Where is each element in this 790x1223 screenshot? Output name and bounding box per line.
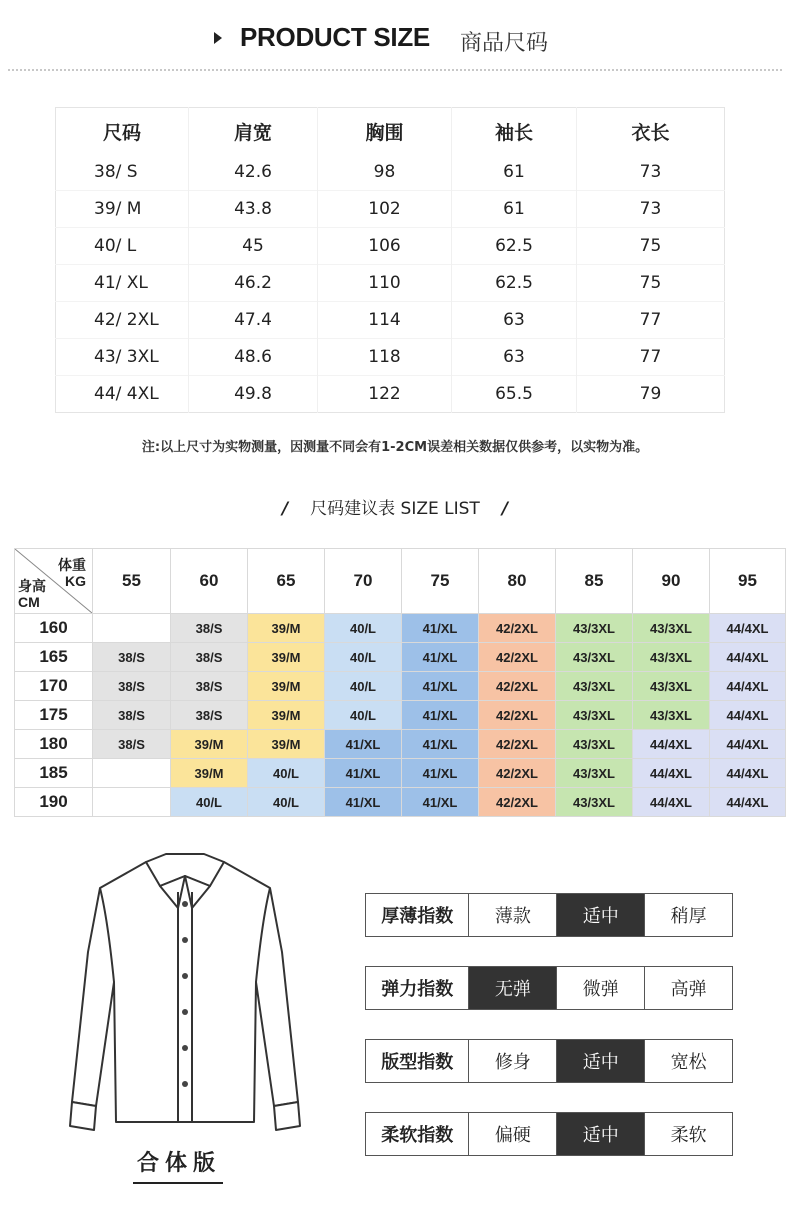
size-suggestion-cell: 39/M [248,730,325,759]
column-header: 袖长 [452,108,577,155]
size-suggestion-cell: 44/4XL [710,701,786,730]
size-suggestion-cell: 43/3XL [556,614,633,643]
index-row [365,966,733,1010]
measure-cell: 118 [318,339,452,376]
size-suggestion-cell: 44/4XL [710,788,786,817]
size-suggestion-cell: 41/XL [325,759,402,788]
measure-cell: 62.5 [452,265,577,302]
weight-header: 55 [93,549,171,614]
size-suggestion-cell: 43/3XL [556,672,633,701]
size-suggestion-cell: 44/4XL [710,614,786,643]
measure-cell: 98 [318,154,452,191]
index-label: 版型指数 [381,1052,454,1073]
size-suggestion-cell: 38/S [171,614,248,643]
size-suggestion-cell: 44/4XL [710,643,786,672]
measure-cell: 73 [577,191,725,228]
weight-header-row [15,549,786,614]
weight-header: 75 [402,549,479,614]
index-option-selected: 无弹 [468,967,556,1009]
size-suggestion-cell: 43/3XL [556,730,633,759]
size-suggestion-cell: 44/4XL [710,672,786,701]
size-suggestion-cell: 44/4XL [633,759,710,788]
size-cell: 43/ 3XL [56,339,189,376]
size-cell: 42/ 2XL [56,302,189,339]
index-option: 偏硬 [468,1113,556,1155]
size-suggestion-cell: 42/2XL [479,730,556,759]
height-header: 185 [15,759,93,788]
fit-type-label: 合体版 [137,1151,222,1176]
index-row [365,1039,733,1083]
fit-label-underline [133,1182,223,1184]
table-row [56,191,725,228]
size-suggestion-cell: 42/2XL [479,759,556,788]
size-suggestion-cell: 38/S [93,701,171,730]
size-cell: 44/ 4XL [56,376,189,413]
size-suggestion-cell: 43/3XL [633,614,710,643]
size-suggestion-cell [93,788,171,817]
column-header: 尺码 [102,121,141,144]
size-cell: 38/ S [94,162,138,182]
size-suggestion-cell: 41/XL [325,730,402,759]
index-label: 弹力指数 [381,979,454,1000]
index-row [365,893,733,937]
shirt-illustration [60,852,310,1152]
measurement-note: 注:以上尺寸为实物测量，因测量不同会有1-2CM误差相关数据仅供参考，以实物为准。 [141,440,649,455]
weight-header: 85 [556,549,633,614]
size-cell: 39/ M [56,191,189,228]
size-suggestion-cell: 40/L [248,759,325,788]
table-row [15,614,786,643]
measure-cell: 46.2 [189,265,318,302]
size-suggestion-cell: 42/2XL [479,701,556,730]
measure-cell: 106 [318,228,452,265]
size-suggestion-cell: 43/3XL [556,759,633,788]
size-suggestion-cell: 40/L [325,643,402,672]
size-suggestion-cell: 38/S [93,730,171,759]
height-header: 165 [15,643,93,672]
size-suggestion-cell: 39/M [248,672,325,701]
size-suggestion-cell: 38/S [171,701,248,730]
size-suggestion-cell: 39/M [248,701,325,730]
table-row [15,759,786,788]
size-suggestion-cell: 39/M [248,643,325,672]
size-suggestion-cell: 38/S [171,643,248,672]
height-header: 170 [15,672,93,701]
product-size-table [55,107,725,413]
index-option: 薄款 [468,894,556,936]
column-header: 衣长 [577,108,725,155]
header-title-en: PRODUCT SIZE [240,22,430,52]
measure-cell: 77 [577,302,725,339]
table-row [56,302,725,339]
measure-cell: 63 [452,302,577,339]
index-option: 高弹 [644,967,732,1009]
measure-cell: 102 [318,191,452,228]
dotted-divider [8,69,782,71]
measure-cell: 61 [452,191,577,228]
measure-cell: 42.6 [189,154,318,191]
table-row [15,730,786,759]
measure-cell: 49.8 [189,376,318,413]
section-header [0,18,790,62]
size-list-title: 尺码建议表 SIZE LIST [310,499,480,519]
column-header: 胸围 [318,108,452,155]
index-option-selected: 适中 [556,1040,644,1082]
size-suggestion-cell: 41/XL [402,730,479,759]
weight-header: 95 [710,549,786,614]
weight-header: 65 [248,549,325,614]
size-cell: 41/ XL [56,265,189,302]
size-suggestion-cell: 38/S [93,643,171,672]
table-row [56,265,725,302]
size-suggestion-cell [93,614,171,643]
index-row [365,1112,733,1156]
weight-header: 90 [633,549,710,614]
size-suggestion-cell: 41/XL [402,788,479,817]
measure-cell: 79 [577,376,725,413]
size-suggestion-cell: 40/L [325,614,402,643]
height-header: 180 [15,730,93,759]
size-suggestion-cell: 39/M [171,730,248,759]
size-suggestion-cell: 41/XL [402,759,479,788]
table-row [15,788,786,817]
measure-cell: 61 [452,154,577,191]
table-header-row [56,108,725,155]
measure-cell: 47.4 [189,302,318,339]
table-row [15,643,786,672]
table-row [56,339,725,376]
table-row [56,228,725,265]
table-row [15,701,786,730]
table-row [56,376,725,413]
size-suggestion-cell: 40/L [325,701,402,730]
size-suggestion-cell: 41/XL [402,701,479,730]
measure-cell: 75 [577,228,725,265]
size-suggestion-cell: 40/L [171,788,248,817]
size-suggestion-cell: 44/4XL [633,788,710,817]
weight-header: 80 [479,549,556,614]
size-suggestion-cell: 43/3XL [556,788,633,817]
weight-header: 70 [325,549,402,614]
size-suggestion-cell: 39/M [248,614,325,643]
size-suggestion-cell: 38/S [171,672,248,701]
table-corner [15,549,93,614]
table-row [15,672,786,701]
index-label: 柔软指数 [381,1125,454,1146]
height-header: 160 [15,614,93,643]
size-suggestion-cell: 42/2XL [479,788,556,817]
measure-cell: 63 [452,339,577,376]
size-suggestion-cell: 42/2XL [479,672,556,701]
measure-cell: 43.8 [189,191,318,228]
size-suggestion-cell: 43/3XL [633,672,710,701]
height-header: 190 [15,788,93,817]
triangle-icon [214,32,222,44]
size-suggestion-cell: 41/XL [402,614,479,643]
measure-cell: 122 [318,376,452,413]
measure-cell: 45 [189,228,318,265]
size-suggestion-cell: 41/XL [325,788,402,817]
weight-header: 60 [171,549,248,614]
measure-cell: 114 [318,302,452,339]
column-header: 肩宽 [189,108,318,155]
size-suggestion-cell: 38/S [93,672,171,701]
size-suggestion-cell: 42/2XL [479,614,556,643]
size-suggestion-cell: 44/4XL [633,730,710,759]
index-option: 柔软 [644,1113,732,1155]
index-option: 稍厚 [644,894,732,936]
index-option-selected: 适中 [556,1113,644,1155]
weight-unit: KG [65,573,86,589]
size-suggestion-cell: 44/4XL [710,730,786,759]
size-suggestion-cell: 41/XL [402,672,479,701]
size-suggestion-table [14,548,786,817]
size-suggestion-cell: 40/L [248,788,325,817]
size-suggestion-cell: 43/3XL [556,701,633,730]
measure-cell: 73 [577,154,725,191]
measure-cell: 77 [577,339,725,376]
height-unit: CM [18,594,40,610]
size-suggestion-cell: 41/XL [402,643,479,672]
size-suggestion-cell [93,759,171,788]
index-label: 厚薄指数 [381,906,454,927]
size-cell: 40/ L [56,228,189,265]
size-suggestion-cell: 39/M [171,759,248,788]
measure-cell: 75 [577,265,725,302]
weight-label: 体重 [58,557,86,573]
index-option: 修身 [468,1040,556,1082]
index-option: 宽松 [644,1040,732,1082]
header-title-zh: 商品尺码 [460,31,549,56]
table-row [56,154,725,191]
size-suggestion-cell: 43/3XL [633,701,710,730]
measure-cell: 110 [318,265,452,302]
size-suggestion-cell: 43/3XL [633,643,710,672]
height-label: 身高 [18,578,46,594]
size-suggestion-cell: 40/L [325,672,402,701]
measure-cell: 62.5 [452,228,577,265]
index-option-selected: 适中 [556,894,644,936]
height-header: 175 [15,701,93,730]
size-suggestion-cell: 44/4XL [710,759,786,788]
measure-cell: 48.6 [189,339,318,376]
index-option: 微弹 [556,967,644,1009]
size-suggestion-cell: 43/3XL [556,643,633,672]
size-suggestion-cell: 42/2XL [479,643,556,672]
size-list-heading: / 尺码建议表 SIZE LIST / [281,499,509,519]
measure-cell: 65.5 [452,376,577,413]
